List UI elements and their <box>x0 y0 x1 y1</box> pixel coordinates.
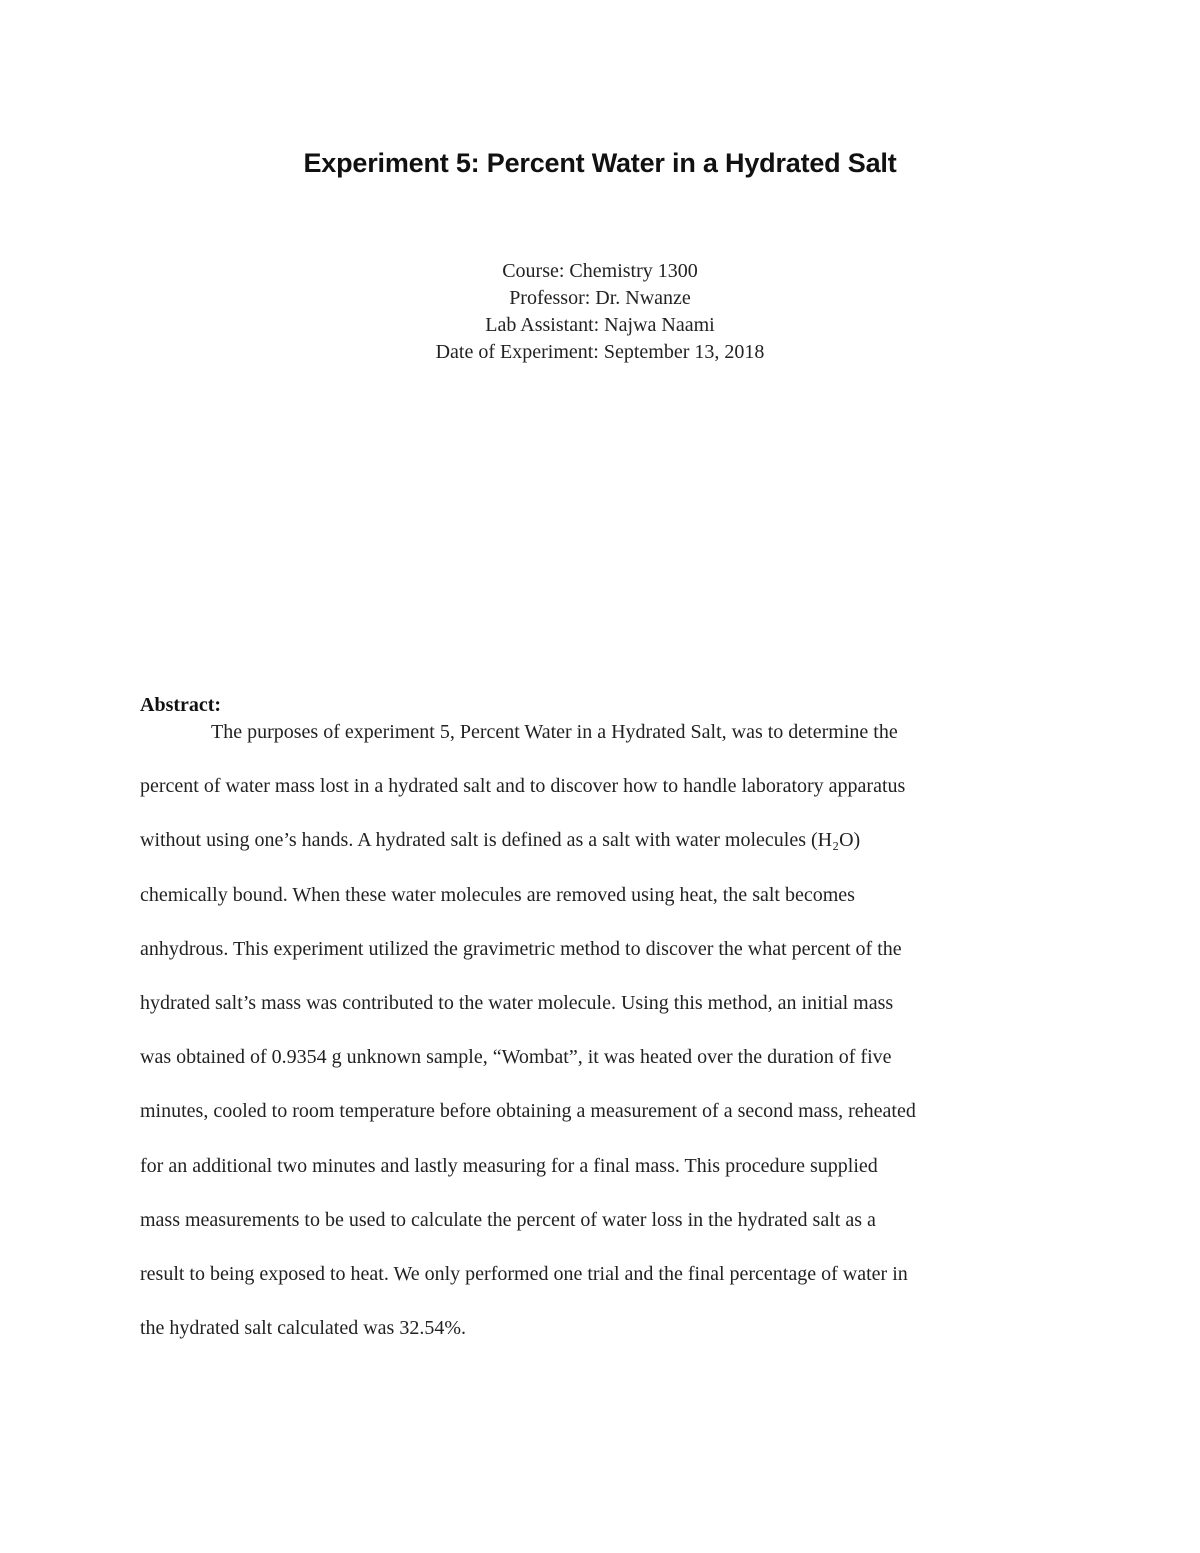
abstract-line: for an additional two minutes and lastly measuring for a final mass. This procedure supplied <box>140 1154 878 1177</box>
abstract-line: mass measurements to be used to calculate the percent of water loss in the hydrated salt as a <box>140 1208 876 1231</box>
abstract-line: percent of water mass lost in a hydrated salt and to discover how to handle laboratory apparatus <box>140 775 906 798</box>
document-title: Experiment 5: Percent Water in a Hydrated Salt <box>303 148 897 178</box>
abstract-line: without using one’s hands. A hydrated salt is defined as a salt with water molecules (H₂O) <box>140 829 861 852</box>
abstract-line: The purposes of experiment 5, Percent Water in a Hydrated Salt, was to determine the <box>211 721 898 743</box>
abstract-line: hydrated salt’s mass was contributed to the water molecule. Using this method, an initial mass <box>140 991 894 1014</box>
abstract-line: anhydrous. This experiment utilized the gravimetric method to discover the what percent of the <box>140 937 902 960</box>
abstract-line: result to being exposed to heat. We only performed one trial and the final percentage of water in <box>140 1262 908 1285</box>
abstract-line: minutes, cooled to room temperature before obtaining a measurement of a second mass, reheated <box>140 1100 916 1123</box>
course-info-block <box>0 258 1200 366</box>
abstract-line: was obtained of 0.9354 g unknown sample, “Wombat”, it was heated over the duration of five <box>140 1046 892 1069</box>
abstract-line: the hydrated salt calculated was 32.54%. <box>140 1317 466 1340</box>
course-line: Course: Chemistry 1300 <box>502 260 698 282</box>
lab-assistant-line: Lab Assistant: Najwa Naami <box>485 314 715 336</box>
abstract-line: chemically bound. When these water molecules are removed using heat, the salt becomes <box>140 883 855 906</box>
abstract-heading: Abstract: <box>140 694 222 716</box>
abstract-paragraph <box>140 717 1060 1367</box>
professor-line: Professor: Dr. Nwanze <box>509 287 691 309</box>
experiment-date-line: Date of Experiment: September 13, 2018 <box>435 341 765 363</box>
